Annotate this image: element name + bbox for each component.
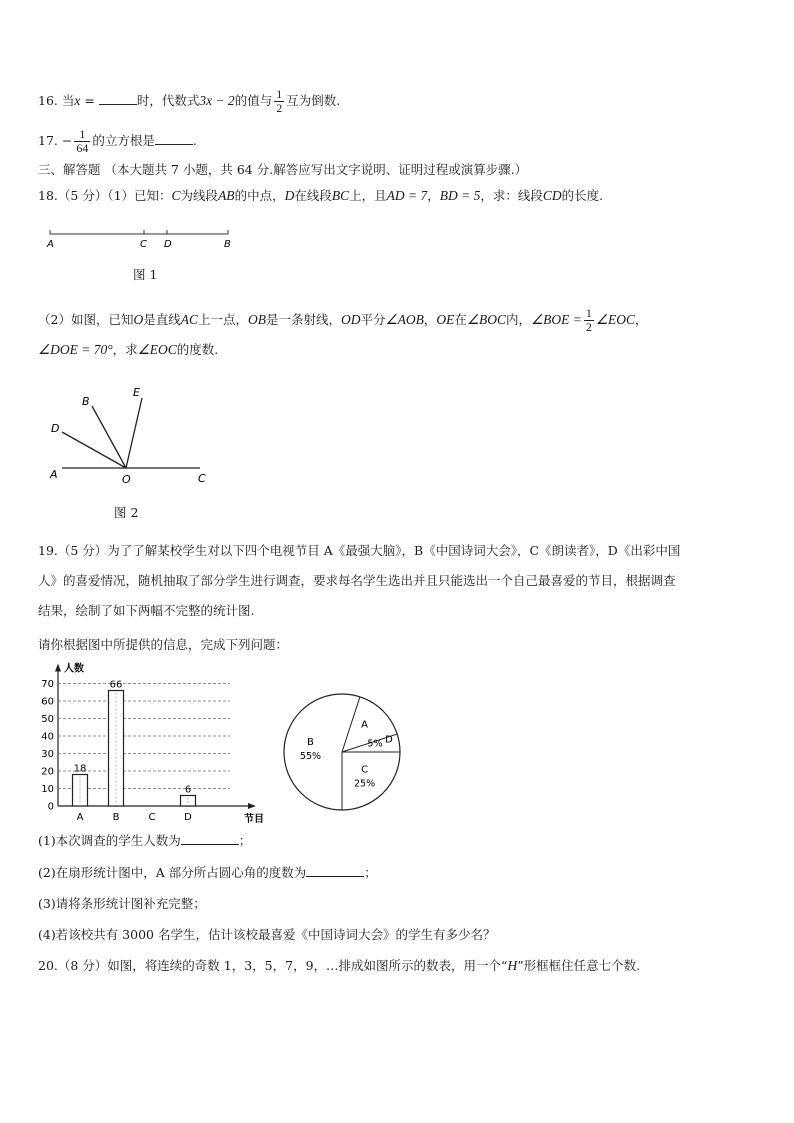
math-expr: ∠EOC bbox=[137, 342, 177, 357]
question-19-line-3: 结果，绘制了如下两幅不完整的统计图. bbox=[38, 603, 255, 618]
question-number: 16. bbox=[38, 93, 58, 108]
pie-slice-percent: 55% bbox=[299, 751, 322, 763]
x-tick-label: A bbox=[76, 812, 84, 823]
question-18-part-2-line-2 bbox=[38, 341, 218, 359]
figure-2-angles bbox=[40, 380, 220, 490]
math-var: BC bbox=[331, 188, 350, 203]
label-e: E bbox=[133, 386, 140, 399]
pie-slice-percent: 25% bbox=[353, 778, 376, 790]
question-17 bbox=[38, 128, 197, 155]
question-text: 是一条射线， bbox=[266, 312, 342, 327]
math-expr: ∠BOE = bbox=[531, 312, 582, 327]
math-var: D bbox=[284, 188, 295, 203]
x-tick-label: D bbox=[184, 812, 192, 823]
label-d: D bbox=[164, 239, 172, 250]
bar bbox=[181, 796, 196, 807]
fraction-numerator: 1 bbox=[585, 306, 592, 320]
question-text: ， bbox=[427, 188, 440, 203]
pie-slice-label: C bbox=[361, 764, 369, 776]
math-expr: AD = 7 bbox=[386, 188, 428, 203]
answer-blank[interactable] bbox=[181, 832, 239, 845]
y-tick-label: 60 bbox=[41, 696, 54, 708]
y-tick-label: 40 bbox=[41, 731, 54, 743]
x-axis-arrow bbox=[248, 803, 256, 809]
question-text: 上一点， bbox=[198, 312, 249, 327]
figure-1-segment bbox=[40, 222, 240, 252]
label-b: B bbox=[224, 239, 231, 250]
question-text: ，求 bbox=[112, 342, 138, 357]
question-18-part-2-line-1 bbox=[38, 307, 648, 334]
y-axis-label: 人数 bbox=[64, 663, 84, 675]
label-a: A bbox=[47, 239, 54, 250]
math-var: AC bbox=[180, 312, 198, 327]
question-text: 互为倒数. bbox=[286, 93, 341, 108]
question-text: 当 bbox=[61, 93, 75, 108]
question-number: 17. bbox=[38, 133, 58, 148]
pie-slice-label: D bbox=[385, 734, 393, 746]
question-text: ， bbox=[635, 312, 648, 327]
fraction-half bbox=[584, 307, 594, 334]
question-text: 的立方根是 bbox=[92, 133, 155, 148]
fraction-denominator: 2 bbox=[585, 320, 592, 334]
math-expr: ∠EOC bbox=[595, 312, 636, 327]
sub-question-3: (3)请将条形统计图补充完整； bbox=[38, 896, 206, 911]
label-c: C bbox=[140, 239, 147, 250]
pie-slice-label: A bbox=[361, 719, 368, 731]
y-tick-label: 70 bbox=[41, 679, 54, 690]
label-b: B bbox=[82, 395, 90, 408]
question-text: （1）已知： bbox=[107, 188, 172, 203]
question-number: 18. bbox=[38, 188, 58, 203]
answer-blank[interactable] bbox=[155, 132, 193, 145]
question-19-line-2: 人》的喜爱情况，随机抽取了部分学生进行调查，要求每名学生选出并且只能选出一个自己最喜爱的节目，根据调查 bbox=[38, 573, 676, 588]
math-var: C bbox=[171, 188, 181, 203]
question-text: 内， bbox=[506, 312, 532, 327]
pie-slice-percent: 5% bbox=[367, 738, 383, 750]
y-tick-label: 20 bbox=[41, 766, 54, 778]
math-expr: ∠DOE = 70° bbox=[38, 342, 113, 357]
label-c: C bbox=[198, 472, 206, 485]
sub-question-4: (4)若该校共有 3000 名学生，估计该校最喜爱《中国诗词大会》的学生有多少名？ bbox=[38, 927, 496, 942]
question-text: 平分 bbox=[360, 312, 386, 327]
question-text: 是直线 bbox=[143, 312, 181, 327]
y-tick-label: 0 bbox=[47, 801, 54, 813]
section-heading: 三、解答题 （本大题共 7 小题，共 64 分.解答应写出文字说明、证明过程或演算步骤.） bbox=[38, 162, 528, 177]
x-tick-label: B bbox=[112, 812, 120, 823]
math-var: CD bbox=[542, 188, 562, 203]
question-text: ”形框框住任意七个数. bbox=[517, 958, 641, 973]
y-tick-label: 10 bbox=[41, 784, 54, 795]
math-var: H bbox=[507, 958, 518, 973]
bar-chart bbox=[30, 662, 270, 828]
question-text: 的中点， bbox=[234, 188, 285, 203]
bar-data-label: 66 bbox=[109, 679, 123, 691]
figure-2-caption: 图 2 bbox=[114, 505, 139, 520]
y-axis-arrow bbox=[55, 664, 61, 672]
sub-question-1 bbox=[38, 832, 251, 850]
question-text: ， bbox=[423, 312, 437, 327]
fraction-numerator: 1 bbox=[276, 87, 283, 101]
y-tick-label: 50 bbox=[41, 714, 54, 725]
question-text: 时，代数式 bbox=[136, 93, 200, 108]
x-axis-label: 节目 bbox=[244, 814, 264, 825]
pie-slice-label: B bbox=[307, 737, 314, 749]
question-text: (2)在扇形统计图中，A 部分所占圆心角的度数为 bbox=[38, 865, 307, 880]
question-text: 为线段 bbox=[180, 188, 219, 203]
sub-question-2 bbox=[38, 864, 377, 882]
question-text: 的度数. bbox=[176, 342, 219, 357]
question-text: 在 bbox=[454, 312, 467, 327]
math-var: OB bbox=[248, 312, 267, 327]
ray-oe bbox=[126, 398, 142, 468]
math-expr: BD = 5 bbox=[439, 188, 481, 203]
math-var: OE bbox=[436, 312, 455, 327]
score: （5 分） bbox=[57, 188, 108, 203]
math-var: AB bbox=[218, 188, 235, 203]
question-text: (1)本次调查的学生人数为 bbox=[38, 833, 181, 848]
question-19-line-4: 请你根据图中所提供的信息，完成下列问题： bbox=[38, 637, 289, 652]
variable-x: x bbox=[74, 93, 81, 108]
question-19-line-1: 19.（5 分）为了了解某校学生对以下四个电视节目 A《最强大脑》，B《中国诗词大会》，C《朗读者》，D《出彩中国 bbox=[38, 543, 681, 558]
question-text: 的长度. bbox=[561, 188, 604, 203]
figure-1-caption: 图 1 bbox=[133, 267, 158, 282]
question-18-part-1 bbox=[38, 187, 603, 205]
question-20 bbox=[38, 957, 640, 975]
question-text: 在线段 bbox=[294, 188, 332, 203]
question-text: 上，且 bbox=[349, 188, 387, 203]
fraction-1-64 bbox=[74, 128, 90, 155]
period: . bbox=[192, 133, 197, 148]
math-var: OD bbox=[341, 312, 361, 327]
answer-blank[interactable] bbox=[306, 864, 364, 877]
fraction-half bbox=[274, 88, 284, 115]
fraction-denominator: 2 bbox=[276, 101, 283, 115]
question-text: 的值与 bbox=[234, 93, 273, 108]
question-text: （2）如图，已知 bbox=[38, 312, 134, 327]
answer-blank[interactable] bbox=[99, 92, 137, 105]
fraction-denominator: 64 bbox=[76, 141, 89, 155]
equals: = bbox=[80, 93, 99, 108]
bar-data-label: 6 bbox=[184, 784, 192, 796]
math-var: O bbox=[133, 312, 144, 327]
pie-chart bbox=[270, 692, 410, 812]
fraction-numerator: 1 bbox=[74, 128, 90, 142]
bar-data-label: 18 bbox=[73, 763, 87, 775]
x-tick-label: C bbox=[148, 812, 156, 823]
question-text: 20.（8 分）如图，将连续的奇数 1，3，5，7，9，…排成如图所示的数表，用一个“ bbox=[38, 958, 508, 973]
expression: 3x − 2 bbox=[199, 93, 235, 108]
y-tick-label: 30 bbox=[41, 749, 54, 760]
punctuation: ； bbox=[238, 833, 252, 848]
question-16 bbox=[38, 88, 340, 115]
question-text: ，求：线段 bbox=[480, 188, 543, 203]
math-expr: ∠AOB bbox=[385, 312, 424, 327]
minus-sign: − bbox=[61, 133, 73, 148]
math-expr: ∠BOC bbox=[466, 312, 507, 327]
punctuation: ； bbox=[364, 865, 377, 880]
label-a: A bbox=[50, 468, 58, 481]
label-d: D bbox=[51, 422, 60, 435]
label-o: O bbox=[122, 473, 131, 486]
